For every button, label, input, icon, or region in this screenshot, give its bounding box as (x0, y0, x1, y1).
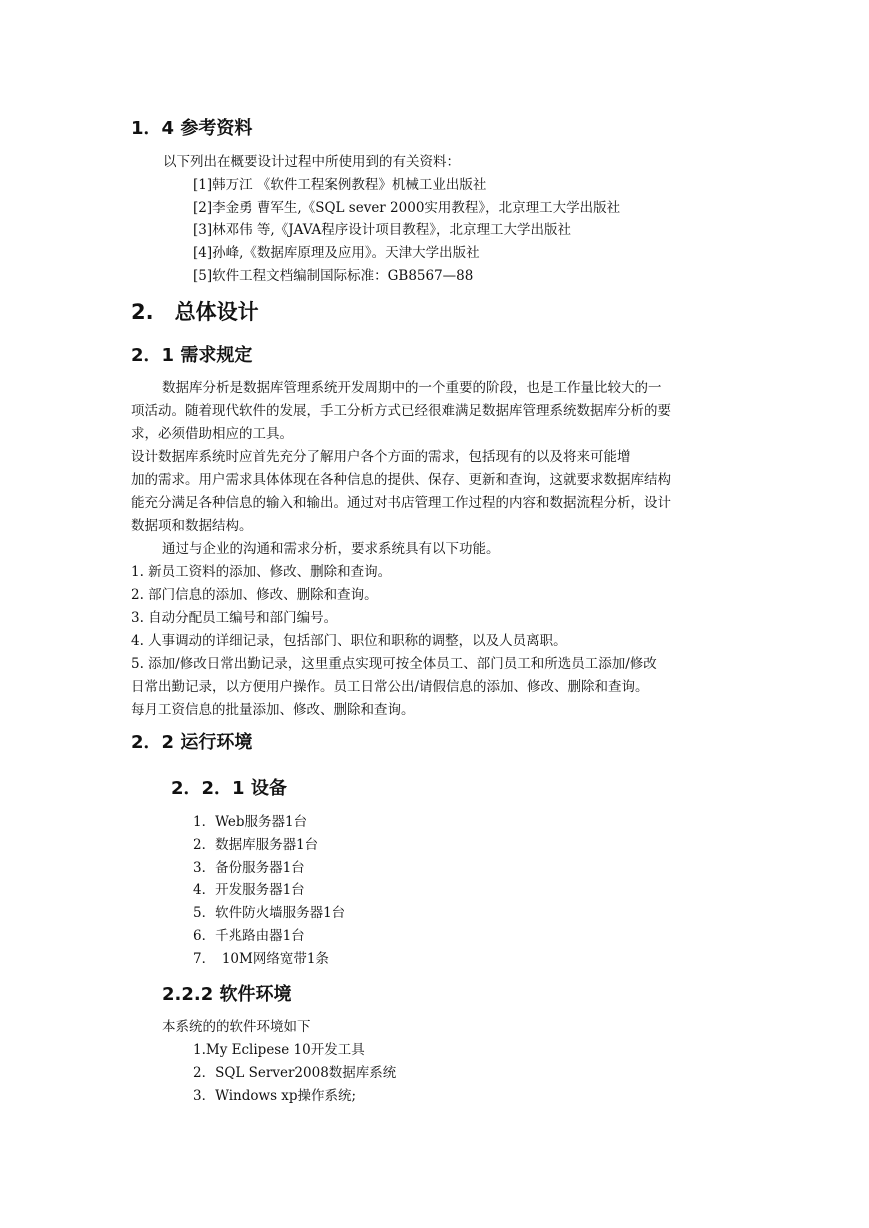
reference-item: [2]李金勇 曹军生,《SQL sever 2000实用教程》，北京理工大学出版社 (193, 200, 621, 216)
heading-2-2: 2．2 运行环境 (131, 732, 253, 753)
list-item: 3. 自动分配员工编号和部门编号。 (131, 610, 338, 626)
list-item: 1. 新员工资料的添加、修改、删除和查询。 (131, 564, 392, 580)
heading-2-2-1: 2．2．1 设备 (171, 778, 287, 799)
paragraph-line: 通过与企业的沟通和需求分析，要求系统具有以下功能。 (162, 541, 500, 557)
list-item: 日常出勤记录，以方便用户操作。员工日常公出/请假信息的添加、修改、删除和查询。 (131, 679, 649, 695)
equipment-item: 1．Web服务器1台 (193, 814, 308, 830)
paragraph-line: 数据库分析是数据库管理系统开发周期中的一个重要的阶段，也是工作量比较大的一 (162, 380, 662, 396)
paragraph-line: 设计数据库系统时应首先充分了解用户各个方面的需求，包括现有的以及将来可能增 (131, 449, 631, 465)
reference-item: [4]孙峰,《数据库原理及应用》。天津大学出版社 (193, 245, 480, 261)
equipment-item: 3．备份服务器1台 (193, 860, 305, 876)
reference-item: [1]韩万江 《软件工程案例教程》机械工业出版社 (193, 177, 487, 193)
reference-item: [3]林邓伟 等,《JAVA程序设计项目教程》，北京理工大学出版社 (193, 222, 572, 238)
software-item: 1.My Eclipese 10开发工具 (193, 1042, 365, 1058)
equipment-item: 6．千兆路由器1台 (193, 928, 305, 944)
software-intro: 本系统的的软件环境如下 (162, 1019, 311, 1035)
list-item: 2. 部门信息的添加、修改、删除和查询。 (131, 587, 378, 603)
software-item: 3．Windows xp操作系统; (193, 1088, 357, 1104)
references-intro: 以下列出在概要设计过程中所使用到的有关资料： (163, 154, 460, 170)
paragraph-line: 项活动。随着现代软件的发展，手工分析方式已经很难满足数据库管理系统数据库分析的要 (131, 403, 671, 419)
equipment-item: 2．数据库服务器1台 (193, 837, 319, 853)
list-item: 4. 人事调动的详细记录，包括部门、职位和职称的调整，以及人员离职。 (131, 633, 567, 649)
list-item: 5. 添加/修改日常出勤记录，这里重点实现可按全体员工、部门员工和所选员工添加/修改 (131, 656, 657, 672)
paragraph-line: 能充分满足各种信息的输入和输出。通过对书店管理工作过程的内容和数据流程分析，设计 (131, 495, 671, 511)
paragraph-line: 求，必须借助相应的工具。 (131, 426, 293, 442)
equipment-item: 7． 10M网络宽带1条 (193, 951, 329, 967)
heading-2-2-2: 2.2.2 软件环境 (162, 984, 292, 1005)
reference-item: [5]软件工程文档编制国际标准：GB8567—88 (193, 268, 474, 284)
equipment-item: 5．软件防火墙服务器1台 (193, 905, 346, 921)
paragraph-line: 数据项和数据结构。 (131, 518, 253, 534)
equipment-item: 4．开发服务器1台 (193, 882, 305, 898)
list-item: 每月工资信息的批量添加、修改、删除和查询。 (131, 702, 415, 718)
paragraph-line: 加的需求。用户需求具体体现在各种信息的提供、保存、更新和查询，这就要求数据库结构 (131, 472, 671, 488)
heading-1-4: 1．4 参考资料 (131, 118, 253, 139)
heading-2-1: 2．1 需求规定 (131, 345, 253, 366)
heading-2: 2. 总体设计 (131, 300, 259, 324)
software-item: 2．SQL Server2008数据库系统 (193, 1065, 397, 1081)
